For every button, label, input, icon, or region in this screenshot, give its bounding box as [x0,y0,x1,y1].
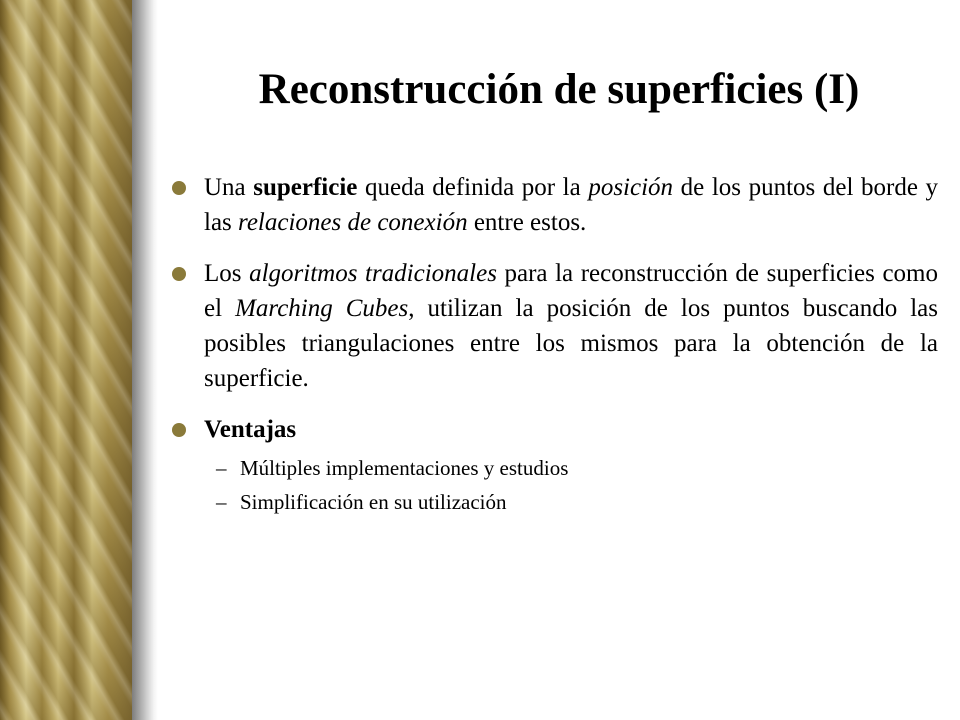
text-segment: Los [204,260,250,287]
text-segment: , utilizan la posición de los puntos buscando las posibles triangulaciones entre los mismos para la obtención de la superficie. [204,295,938,392]
text-segment: de los puntos del borde y las [204,174,939,236]
slide-content [170,170,938,519]
dash-icon: – [216,490,227,514]
bullet-text [204,260,938,392]
text-segment-bold: superficie [253,174,358,201]
bullet-icon [172,267,186,281]
text-segment-italic: posición [588,174,674,201]
bullet-item [170,170,938,240]
bullet-text [204,174,938,236]
text-segment-italic: relaciones de conexión [238,209,468,236]
bullet-icon [172,181,186,195]
bullet-icon [172,423,186,437]
text-segment-italic: Marching Cubes [235,295,409,322]
text-segment: queda definida por la [357,174,589,201]
bullet-item [170,256,938,396]
sub-item-text: Múltiples implementaciones y estudios [240,456,569,480]
text-segment: Una [204,174,254,201]
bullet-heading: Ventajas [204,416,297,443]
text-segment-italic: algoritmos tradicionales [249,260,497,287]
sub-item [170,485,938,519]
text-segment: para la reconstrucción de superficies como el [204,260,938,322]
side-band-shadow [132,0,158,720]
sub-item-text: Simplificación en su utilización [240,490,507,514]
dash-icon: – [216,456,227,480]
bullet-item [170,412,938,447]
sub-item [170,451,938,485]
slide-title: Reconstrucción de superficies (I) [258,66,860,113]
text-segment: entre estos. [467,209,587,236]
decorative-side-band [0,0,132,720]
